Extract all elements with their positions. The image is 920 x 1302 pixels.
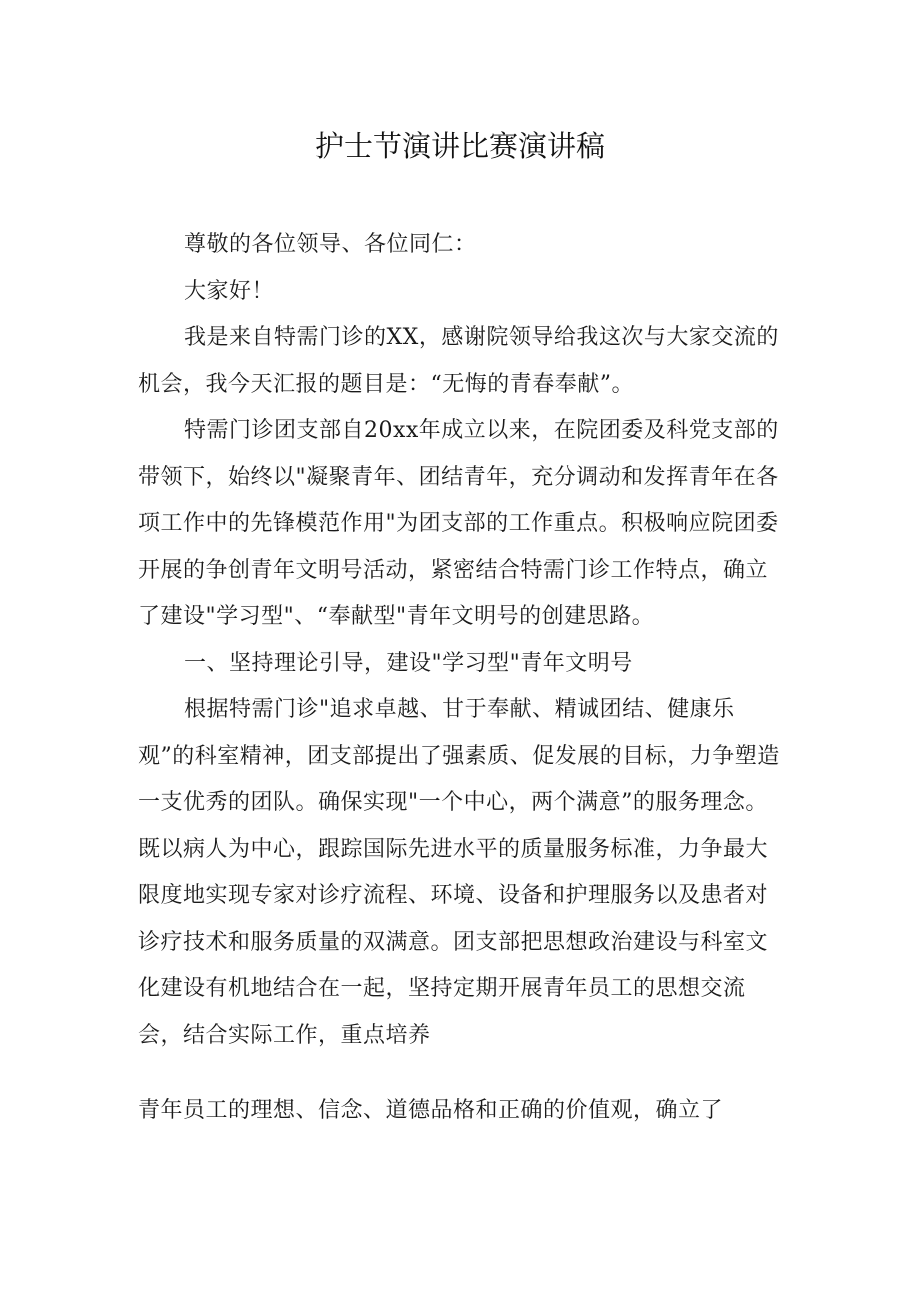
intro-paragraph: 我是来自特需门诊的XX，感谢院领导给我这次与大家交流的机会，我今天汇报的题目是：“无悔的青春奉献”。 (138, 325, 779, 397)
section-body-paragraph: 根据特需门诊"追求卓越、甘于奉献、精诚团结、健康乐观”的科室精神，团支部提出了强素质、促发展的目标，力争塑造一支优秀的团队。确保实现"一个中心，两个满意”的服务理念。既以病人为中心，跟踪国际先进水平的质量服务标准，力争最大限度地实现专家对诊疗流程、环境、设备和护理服务以及患者对诊疗技术和服务质量的双满意。团支部把思想政治建设与科室文化建设有机地结合在一起，坚持定期开展青年员工的思想交流会，结合实际工作，重点培养 (138, 697, 780, 1048)
document-body (138, 222, 790, 1059)
continuation-paragraph: 青年员工的理想、信念、道德品格和正确的价值观，确立了 (138, 1098, 724, 1123)
document-title: 护士节演讲比赛演讲稿 (314, 129, 605, 163)
section-heading: 一、坚持理论引导，建设"学习型"青年文明号 (184, 650, 633, 676)
greeting-paragraph: 大家好！ (184, 278, 275, 304)
salutation-paragraph: 尊敬的各位领导、各位同仁： (184, 232, 477, 257)
background-paragraph: 特需门诊团支部自20xx年成立以来，在院团委及科党支部的带领下，始终以"凝聚青年、团结青年，充分调动和发挥青年在各项工作中的先锋模范作用"为团支部的工作重点。积极响应院团委开展的争创青年文明号活动，紧密结合特需门诊工作特点，确立了建设"学习型"、“奉献型"青年文明号的创建思路。 (138, 418, 779, 629)
